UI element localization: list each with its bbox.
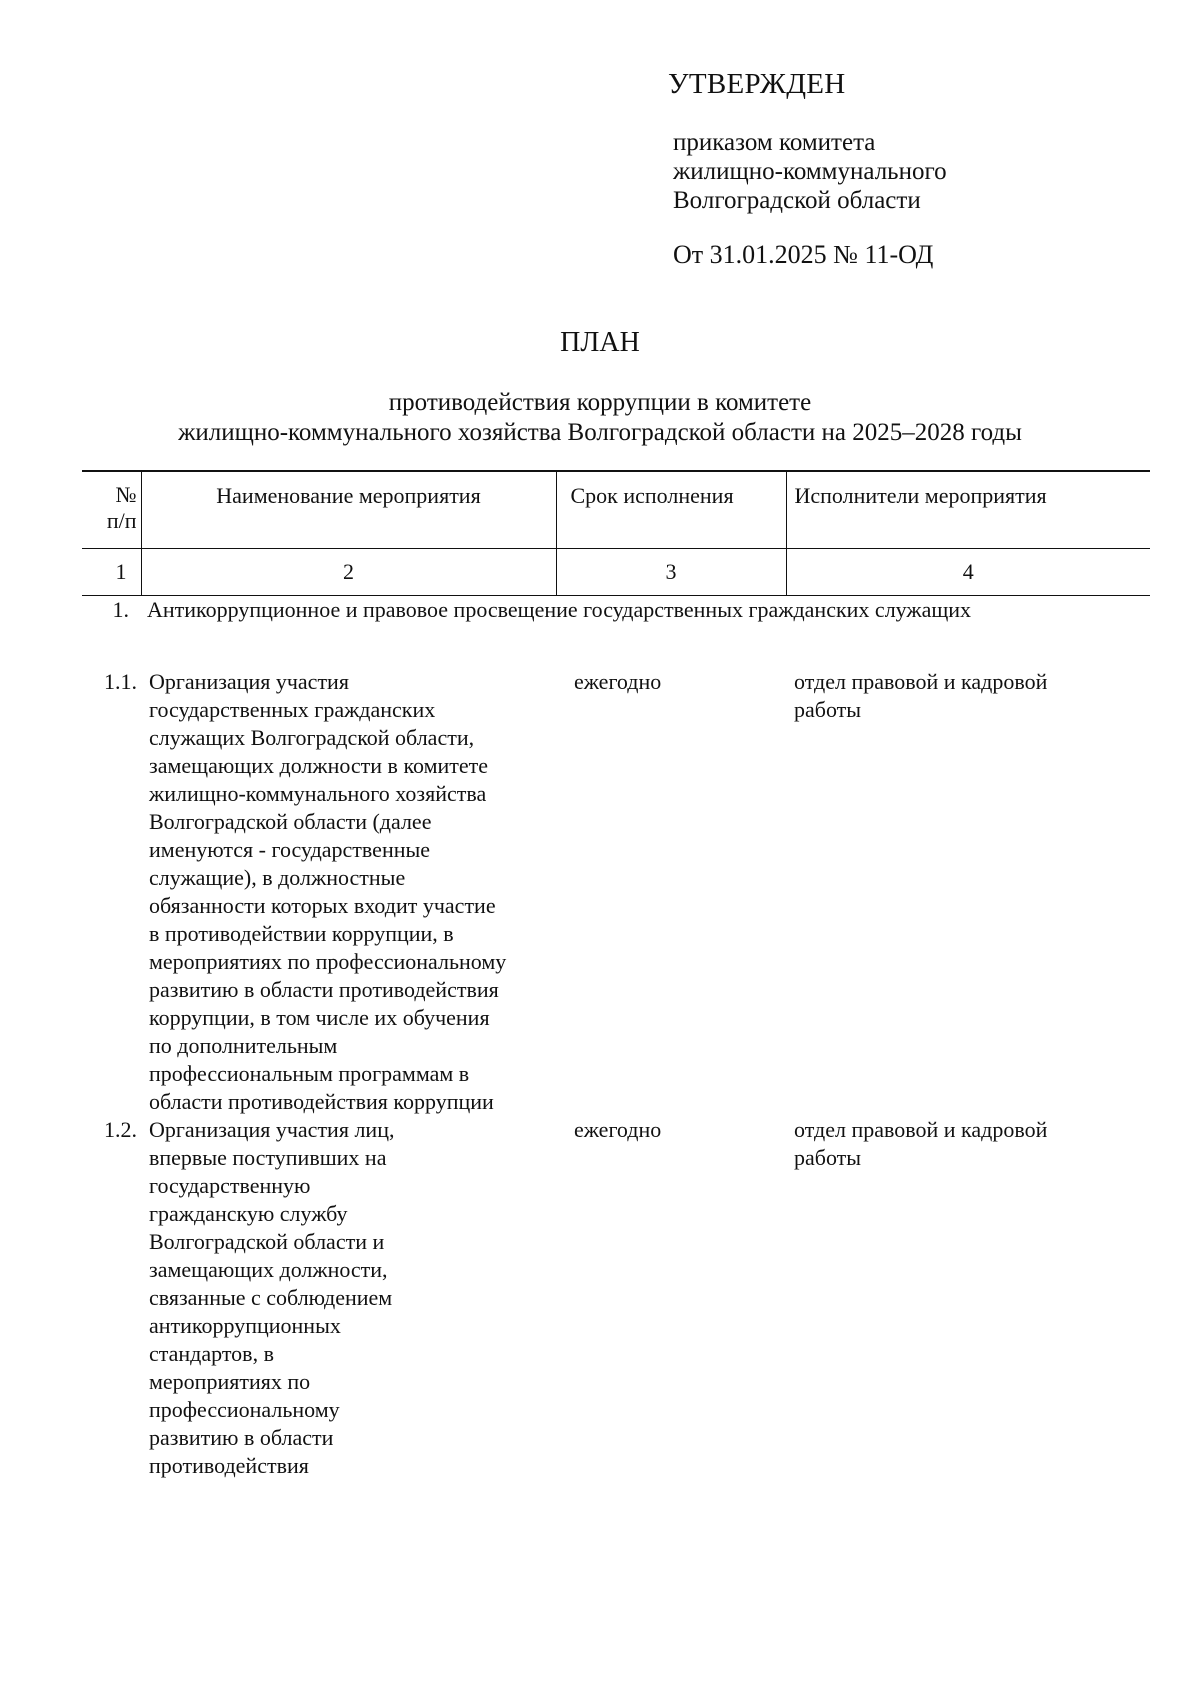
activity-line: служащие), в должностные [149,865,406,890]
subtitle-line: противодействия коррупции в комитете [388,389,812,416]
row-activity-name [141,1116,556,1480]
column-number: 1 [82,549,141,596]
activity-line: Волгоградской области (далее [149,809,432,834]
activity-line: антикоррупционных [149,1313,341,1338]
activity-line: профессиональным программам в [149,1061,470,1086]
section-row [82,596,1150,669]
header-number-line: п/п [106,508,137,533]
activity-line: стандартов, в [149,1341,274,1366]
table-row [82,668,1150,1116]
activity-line: именуются - государственные [149,837,431,862]
executor-line: работы [794,697,862,722]
activity-line: коррупции, в том числе их обучения [149,1005,490,1030]
table-row [82,1116,1150,1480]
activity-line: обязанности которых входит участие [149,893,496,918]
activity-line: связанные с соблюдением [149,1285,393,1310]
row-activity-name [141,668,556,1116]
activity-line: замещающих должности в комитете [149,753,489,778]
activity-line: жилищно-коммунального хозяйства [149,781,487,806]
activity-line: Организация участия [149,669,349,694]
activity-line: развитию в области [149,1425,334,1450]
row-executors [786,668,1150,1116]
activity-line: мероприятиях по профессиональному [149,949,507,974]
row-number: 1.1. [104,669,137,694]
row-term: ежегодно [574,1117,662,1142]
activity-line: государственных гражданских [149,697,436,722]
order-line: Волгоградской области [673,187,921,214]
header-number [82,471,141,549]
order-line: жилищно-коммунального [673,158,947,185]
activity-line: служащих Волгоградской области, [149,725,475,750]
activity-line: профессиональному [149,1397,340,1422]
row-number: 1.2. [104,1117,137,1142]
document-subtitle [0,388,1200,448]
column-number: 3 [556,549,786,596]
header-name: Наименование мероприятия [141,471,556,549]
activity-line: мероприятиях по [149,1369,311,1394]
activity-line: государственную [149,1173,311,1198]
activity-line: противодействия [149,1453,309,1478]
header-number-line: № [115,482,137,507]
executor-line: работы [794,1145,862,1170]
activity-line: гражданскую службу [149,1201,348,1226]
table-header-row [82,471,1150,549]
approval-order-reference [673,128,947,215]
activity-line: Волгоградской области и [149,1229,385,1254]
activity-line: замещающих должности, [149,1257,388,1282]
activity-line: в противодействии коррупции, в [149,921,454,946]
column-number: 4 [786,549,1150,596]
activity-line: впервые поступивших на [149,1145,387,1170]
activity-line: Организация участия лиц, [149,1117,395,1142]
column-number-row [82,549,1150,596]
executor-line: отдел правовой и кадровой [794,669,1048,694]
activity-line: по дополнительным [149,1033,338,1058]
column-number: 2 [141,549,556,596]
order-date-number: От 31.01.2025 № 11-ОД [673,240,934,269]
section-number: 1. [112,597,129,622]
header-executors: Исполнители мероприятия [786,471,1150,549]
activity-line: развитию в области противодействия [149,977,499,1002]
approval-stamp-title: УТВЕРЖДЕН [668,68,846,100]
row-executors [786,1116,1150,1480]
order-line: приказом комитета [673,129,876,156]
document-title: ПЛАН [560,327,640,358]
subtitle-line: жилищно-коммунального хозяйства Волгоградской области на 2025–2028 годы [178,419,1022,446]
row-term: ежегодно [574,669,662,694]
executor-line: отдел правовой и кадровой [794,1117,1048,1142]
section-title: Антикоррупционное и правовое просвещение государственных гражданских служащих [147,597,972,622]
header-term: Срок исполнения [556,471,786,549]
activity-line: области противодействия коррупции [149,1089,494,1114]
plan-table [82,470,1150,1480]
